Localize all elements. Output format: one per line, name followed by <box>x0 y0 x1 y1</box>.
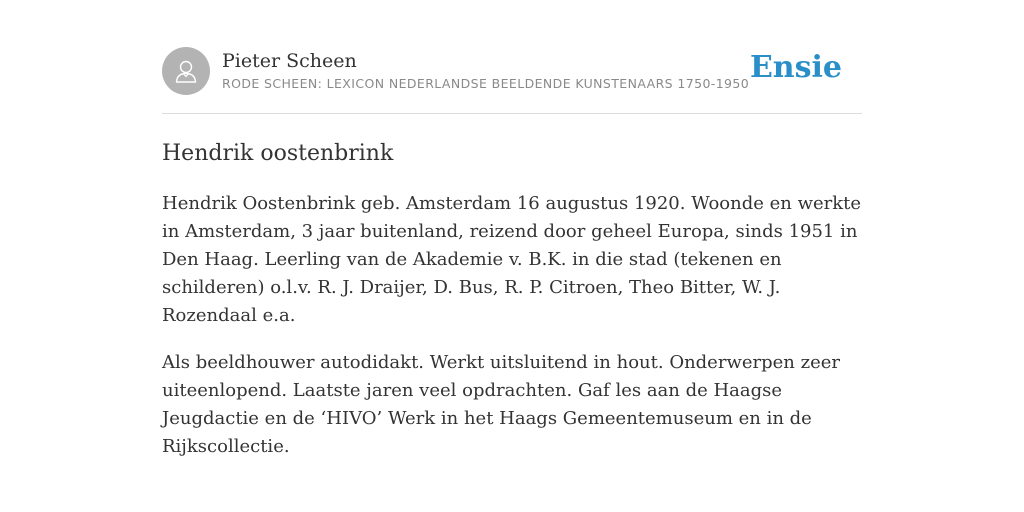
article-title: Hendrik oostenbrink <box>162 141 394 166</box>
article-card <box>162 46 862 461</box>
article-header <box>162 46 862 96</box>
article-paragraph-2: Als beeldhouwer autodidakt. Werkt uitsluitend in hout. Onderwerpen zeer uiteenlopend. Laatste jaren veel opdrachten. Gaf les aan de Haagse Jeugdactie en de ‘HIVO’ Werk in het Haags Gemeentemuseum en in de Rijkscollectie. <box>162 352 840 457</box>
user-icon <box>172 57 200 85</box>
author-block <box>222 49 750 91</box>
source-label: RODE SCHEEN: LEXICON NEDERLANDSE BEELDENDE KUNSTENAARS 1750-1950 <box>222 75 750 91</box>
author-avatar[interactable] <box>162 47 210 95</box>
author-name[interactable]: Pieter Scheen <box>222 49 357 72</box>
article-paragraph-1: Hendrik Oostenbrink geb. Amsterdam 16 augustus 1920. Woonde en werkte in Amsterdam, 3 jaar buitenland, reizend door geheel Europa, sinds 1951 in Den Haag. Leerling van de Akademie v. B.K. in die stad (tekenen en schilderen) o.l.v. R. J. Draijer, D. Bus, R. P. Citroen, Theo Bitter, W. J. Rozendaal e.a. <box>162 193 862 326</box>
header-divider <box>162 113 862 114</box>
ensie-logo[interactable]: Ensie <box>749 50 842 85</box>
